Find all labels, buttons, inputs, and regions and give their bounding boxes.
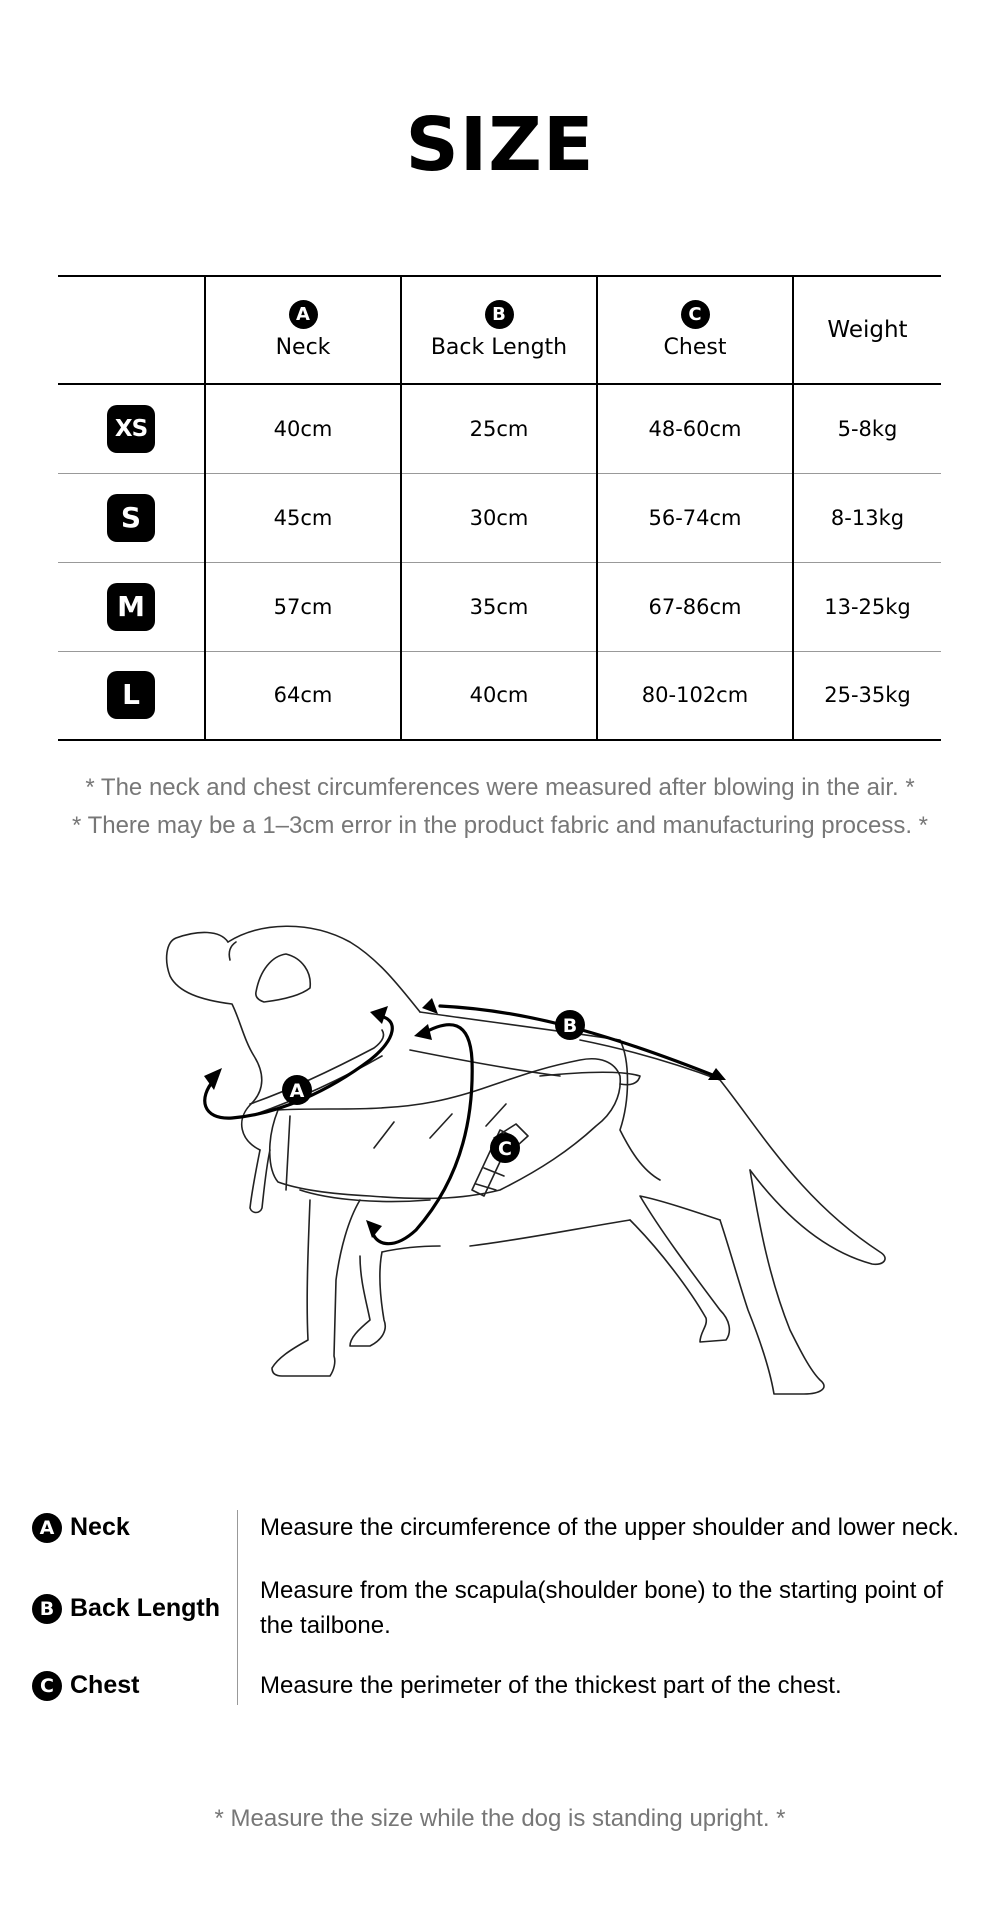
chest-cell: 80-102cm: [597, 651, 793, 740]
weight-cell: 13-25kg: [793, 562, 941, 651]
back-cell: 35cm: [401, 562, 597, 651]
size-badge: S: [107, 494, 155, 542]
size-badge: L: [107, 671, 155, 719]
footer-note: * Measure the size while the dog is standing upright. *: [214, 1805, 786, 1832]
badge-b: B: [32, 1594, 62, 1624]
table-row: [58, 562, 941, 651]
back-cell: 40cm: [401, 651, 597, 740]
table-row: [58, 651, 941, 740]
dog-harness-diagram: [160, 900, 900, 1440]
legend-name: Chest: [70, 1671, 140, 1699]
badge-b: B: [485, 300, 514, 329]
size-badge: XS: [107, 405, 155, 453]
chest-cell: 67-86cm: [597, 562, 793, 651]
neck-cell: 45cm: [205, 473, 401, 562]
measurement-note: * The neck and chest circumferences were measured after blowing in the air. *: [85, 774, 915, 801]
neck-cell: 40cm: [205, 384, 401, 473]
table-row: [58, 384, 941, 473]
weight-cell: 8-13kg: [793, 473, 941, 562]
legend-name: Back Length: [70, 1594, 221, 1622]
header-label: Weight: [827, 317, 908, 343]
badge-c: C: [681, 300, 710, 329]
table-header-row: [58, 276, 941, 384]
header-label: Neck: [275, 335, 331, 360]
chest-cell: 56-74cm: [597, 473, 793, 562]
legend-key: [32, 1668, 139, 1703]
legend-desc: Measure from the scapula(shoulder bone) to the starting point of the tailbone.: [260, 1577, 944, 1639]
measurement-arrows: [205, 1006, 720, 1244]
legend-divider: [237, 1510, 238, 1705]
header-back-length: [401, 276, 597, 384]
header-label: Chest: [663, 335, 727, 360]
size-cell: [58, 651, 205, 740]
weight-cell: 25-35kg: [793, 651, 941, 740]
badge-c-text: C: [498, 1138, 512, 1160]
header-weight: [793, 276, 941, 384]
page-title: SIZE: [405, 102, 595, 188]
header-neck: [205, 276, 401, 384]
header-label: Back Length: [430, 335, 568, 360]
chest-arrow: [372, 1025, 472, 1244]
legend-desc: Measure the perimeter of the thickest part of the chest.: [260, 1672, 842, 1699]
neck-cell: 57cm: [205, 562, 401, 651]
size-table: [58, 275, 941, 741]
header-empty-cell: [58, 276, 205, 384]
badge-a: A: [32, 1513, 62, 1543]
badge-b-text: B: [562, 1015, 578, 1037]
legend-key: [32, 1591, 220, 1626]
legend-name: Neck: [70, 1513, 130, 1541]
size-cell: [58, 473, 205, 562]
legend-desc: Measure the circumference of the upper shoulder and lower neck.: [260, 1514, 960, 1541]
size-cell: [58, 562, 205, 651]
error-note: * There may be a 1–3cm error in the product fabric and manufacturing process. *: [72, 812, 928, 839]
size-cell: [58, 384, 205, 473]
neck-cell: 64cm: [205, 651, 401, 740]
header-chest: [597, 276, 793, 384]
weight-cell: 5-8kg: [793, 384, 941, 473]
badge-c: C: [32, 1671, 62, 1701]
table-row: [58, 473, 941, 562]
back-cell: 30cm: [401, 473, 597, 562]
badge-a: A: [289, 300, 318, 329]
size-badge: M: [107, 583, 155, 631]
dog-outline: [167, 926, 885, 1394]
chest-cell: 48-60cm: [597, 384, 793, 473]
badge-a-text: A: [289, 1080, 305, 1102]
legend-key: [32, 1510, 130, 1545]
back-cell: 25cm: [401, 384, 597, 473]
